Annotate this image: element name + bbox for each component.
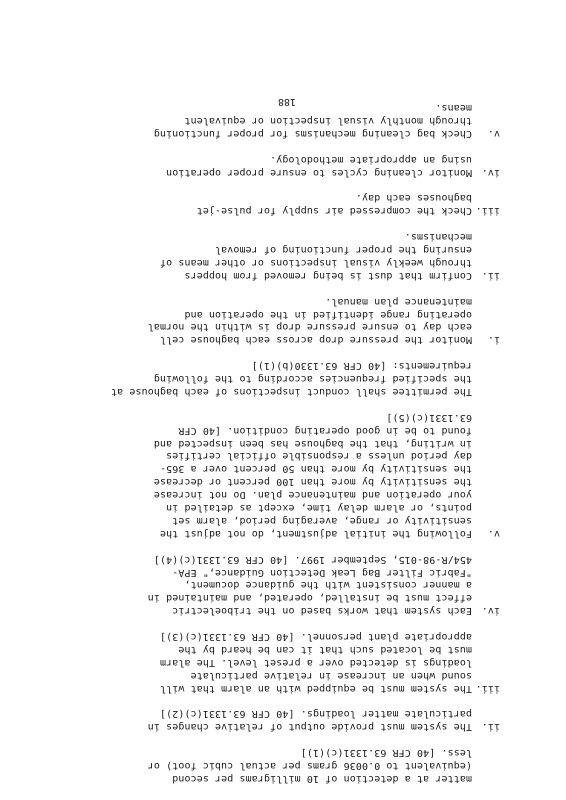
item-number: v. xyxy=(487,128,500,139)
line-text: less. [40 CFR 63.1331(c)(1)] xyxy=(300,747,472,759)
page-number: 188 xyxy=(277,96,296,107)
line-text: must be located such that it can be heard by the xyxy=(178,644,472,655)
text-line xyxy=(215,243,500,255)
line-text: the specified frequencies according to the following xyxy=(153,373,472,385)
line-text: (equivalent to 0.0036 grams per actual cubic foot) or xyxy=(147,760,472,772)
line-text: operating range identified in the operation and xyxy=(184,308,472,320)
line-text: through weekly visual inspections or other means of xyxy=(159,257,472,268)
text-line xyxy=(435,101,500,113)
line-text: requirements: [40 CFR 63.1330(b)(1)] xyxy=(251,360,472,372)
text-line xyxy=(172,772,500,784)
line-text: 454/R-98-015, September 1997. [40 CFR 63.1331(c)(4)] xyxy=(153,553,472,565)
text-line xyxy=(405,230,500,242)
text-line xyxy=(148,759,500,771)
text-line xyxy=(184,308,500,320)
item-number: iv. xyxy=(481,605,500,617)
text-line xyxy=(148,591,500,603)
line-text: The permittee shall conduct inspections of each baghouse at xyxy=(110,386,472,397)
text-line xyxy=(472,695,500,707)
text-line xyxy=(148,321,500,333)
line-text: means. xyxy=(435,102,472,114)
line-text: effect must be installed, operated, and maintained in xyxy=(147,592,472,604)
text-line xyxy=(472,398,500,410)
line-text: sensitivity or range, averaging period, alarm set xyxy=(172,515,472,526)
text-line xyxy=(160,656,500,668)
line-text: Monitor cleaning cycles to ensure proper operation xyxy=(165,166,472,178)
line-text: maintenance plan manual. xyxy=(325,295,472,307)
line-text: points, or alarm delay time, except as detailed in xyxy=(165,502,472,514)
text-line xyxy=(472,540,500,552)
line-text: The system must provide output of relative changes in xyxy=(147,721,472,733)
text-line xyxy=(472,217,500,229)
text-line xyxy=(154,488,500,500)
line-text: appropriate plant personnel. [40 CFR 63.1331(c)(3)] xyxy=(159,631,472,643)
item-number: iii. xyxy=(475,682,500,694)
line-text: Monitor the pressure drop across each baghouse cell xyxy=(159,334,472,346)
text-line xyxy=(111,385,500,397)
line-text: day period unless a responsible official certifies xyxy=(165,450,472,462)
text-line xyxy=(160,708,500,720)
line-text: "Fabric Filter Bag Leak Detection Guidance," EPA- xyxy=(172,566,472,578)
line-text: the sensitivity by more than 100 percent or decrease xyxy=(153,476,472,488)
item-number: ii. xyxy=(481,269,500,281)
text-line xyxy=(184,114,500,126)
line-text: Following the initial adjustment, do not adjust the xyxy=(159,527,472,539)
line-text: particulate matter loadings. [40 CFR 63.1331(c)(2)] xyxy=(159,708,472,720)
line-text: your operation and maintenance plan. Do not increase xyxy=(153,489,472,501)
text-line xyxy=(472,346,500,358)
text-line xyxy=(154,127,500,139)
line-text: found to be in good operating condition. [40 CFR xyxy=(178,424,472,436)
text-line xyxy=(197,204,500,216)
line-text: The system must be equipped with an alarm that will xyxy=(159,682,472,694)
text-line xyxy=(148,720,500,732)
text-line xyxy=(172,566,500,578)
text-line xyxy=(356,192,500,204)
text-line xyxy=(184,269,500,281)
text-line xyxy=(172,514,500,526)
line-text: the sensitivity by more than 50 percent over a 365- xyxy=(159,463,472,475)
text-line xyxy=(270,153,500,165)
text-line xyxy=(160,682,500,694)
text-line xyxy=(301,746,500,758)
text-line xyxy=(472,179,500,191)
line-text: ensuring the proper functioning of removal xyxy=(214,244,472,256)
item-number: iv. xyxy=(481,166,500,178)
item-number: v. xyxy=(487,527,500,539)
item-number: ii. xyxy=(481,721,500,733)
text-line xyxy=(472,140,500,152)
text-line xyxy=(166,501,500,513)
line-text: baghouses each day. xyxy=(355,192,472,204)
line-text: sound when an increase in relative particulate xyxy=(190,669,472,681)
text-line xyxy=(472,733,500,745)
text-line xyxy=(160,256,500,268)
line-text: Check bag cleaning mechanisms for proper functioning xyxy=(153,128,472,139)
line-text: in writing, that the baghouse has been inspected and xyxy=(153,437,472,449)
text-line xyxy=(190,669,500,681)
text-line xyxy=(386,411,500,423)
text-line xyxy=(472,617,500,629)
line-text: a manner consistent with the guidance document, xyxy=(184,579,472,591)
line-text: Each system that works based on the triboelectric xyxy=(172,605,472,617)
line-text: matter at a detection of 10 milligrams per second xyxy=(172,773,472,784)
line-text: each day to ensure pressure drop is within the normal xyxy=(147,321,472,333)
text-line xyxy=(472,282,500,294)
line-text: using an appropriate methodology. xyxy=(270,153,472,165)
text-line xyxy=(252,359,500,371)
text-line xyxy=(172,604,500,616)
item-number: i. xyxy=(487,334,500,346)
line-text: through monthly visual inspection or equivalent xyxy=(184,115,472,127)
text-line xyxy=(154,553,500,565)
text-line xyxy=(166,450,500,462)
line-text: Check the compressed air supply for pulse-jet xyxy=(196,205,472,217)
text-line xyxy=(178,424,500,436)
line-text: Confirm that dust is being removed from hoppers xyxy=(184,269,472,281)
text-line xyxy=(154,372,500,384)
text-line xyxy=(160,333,500,345)
text-line xyxy=(160,462,500,474)
text-line xyxy=(184,579,500,591)
line-text: loadings is detected over a preset level. The alarm xyxy=(159,656,472,668)
text-line xyxy=(160,527,500,539)
text-line xyxy=(178,643,500,655)
line-text: mechanisms. xyxy=(404,231,472,243)
line-text: 63.1331(c)(5)] xyxy=(386,411,472,423)
item-number: iii. xyxy=(475,205,500,217)
text-line xyxy=(325,295,500,307)
text-line xyxy=(154,437,500,449)
text-line xyxy=(166,166,500,178)
text-line xyxy=(160,630,500,642)
text-line xyxy=(154,475,500,487)
